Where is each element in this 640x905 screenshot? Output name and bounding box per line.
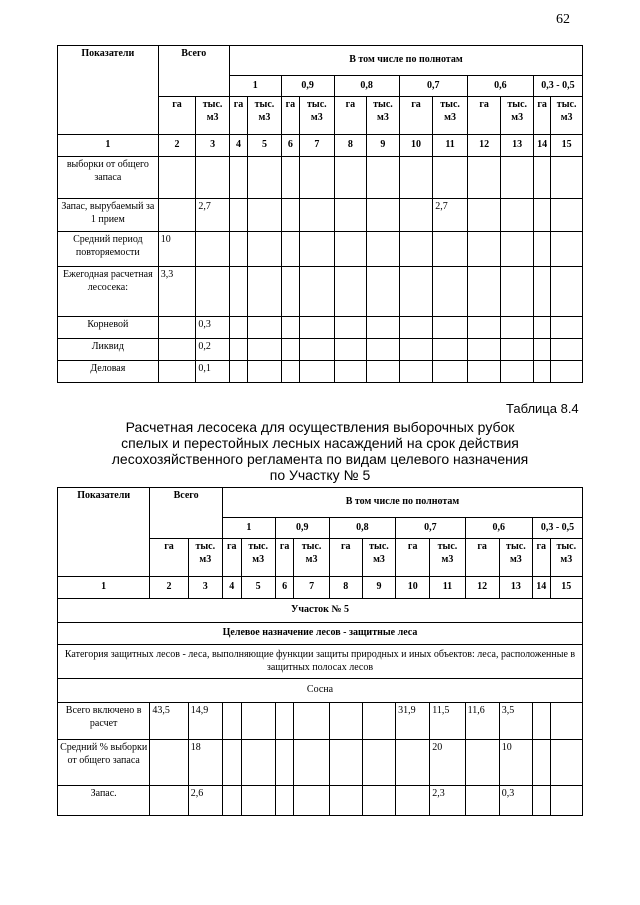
density-header: 0,7 xyxy=(399,76,467,97)
table-row xyxy=(58,703,583,740)
row-label: Средний период повторяемости xyxy=(58,232,159,267)
cell xyxy=(533,157,550,199)
cell xyxy=(467,232,501,267)
cell xyxy=(367,199,400,232)
density-header: 0,3 - 0,5 xyxy=(532,518,582,539)
cell xyxy=(229,232,247,267)
col-number: 8 xyxy=(334,135,367,157)
cell xyxy=(551,199,583,232)
col-number: 8 xyxy=(329,577,362,599)
cell xyxy=(229,361,247,383)
cell xyxy=(533,199,550,232)
col-number: 2 xyxy=(150,577,188,599)
cell xyxy=(533,317,550,339)
cell xyxy=(551,267,583,317)
cell xyxy=(334,339,367,361)
unit-ths-m3: тыс. м3 xyxy=(433,97,468,135)
cell xyxy=(158,317,196,339)
table-label: Таблица 8.4 xyxy=(506,401,579,416)
cell xyxy=(399,361,433,383)
unit-ths-m3: тыс. м3 xyxy=(430,539,465,577)
col-number: 14 xyxy=(532,577,550,599)
density-header: 1 xyxy=(229,76,281,97)
col-number: 15 xyxy=(551,135,583,157)
cell xyxy=(399,339,433,361)
purpose-row: Целевое назначение лесов - защитные леса xyxy=(58,623,583,645)
cell xyxy=(367,232,400,267)
cell: 10 xyxy=(158,232,196,267)
cell xyxy=(362,740,395,786)
cell xyxy=(399,317,433,339)
cell xyxy=(334,232,367,267)
cell xyxy=(281,232,299,267)
row-label: Средний % выборки от общего запаса xyxy=(58,740,150,786)
col-number: 14 xyxy=(533,135,550,157)
table-title xyxy=(80,419,560,483)
unit-ths-m3: тыс. м3 xyxy=(367,97,400,135)
cell: 20 xyxy=(430,740,465,786)
cell xyxy=(550,703,582,740)
cell xyxy=(196,232,230,267)
cell xyxy=(433,157,468,199)
cell xyxy=(248,361,282,383)
cell xyxy=(501,232,534,267)
density-header: 1 xyxy=(222,518,275,539)
cell: 43,5 xyxy=(150,703,188,740)
cell xyxy=(396,786,430,816)
table-continuation xyxy=(57,45,583,383)
unit-ha: га xyxy=(396,539,430,577)
col-number: 7 xyxy=(294,577,329,599)
cell xyxy=(433,232,468,267)
col-number: 2 xyxy=(158,135,196,157)
cell xyxy=(196,157,230,199)
cell xyxy=(550,786,582,816)
cell xyxy=(367,157,400,199)
cell: 2,7 xyxy=(433,199,468,232)
row-label: Запас. xyxy=(58,786,150,816)
cell xyxy=(334,267,367,317)
cell xyxy=(294,703,329,740)
col-number: 11 xyxy=(430,577,465,599)
col-number: 6 xyxy=(275,577,294,599)
cell: 10 xyxy=(499,740,532,786)
col-number: 7 xyxy=(300,135,335,157)
cell xyxy=(300,361,335,383)
row-label: Всего включено в расчет xyxy=(58,703,150,740)
cell: 11,6 xyxy=(465,703,499,740)
cell xyxy=(300,199,335,232)
cell xyxy=(300,317,335,339)
density-header: 0,9 xyxy=(281,76,334,97)
col-number: 10 xyxy=(396,577,430,599)
table-row xyxy=(58,339,583,361)
cell xyxy=(501,199,534,232)
col-header-indicators: Показатели xyxy=(58,488,150,577)
col-number: 11 xyxy=(433,135,468,157)
table-row xyxy=(58,157,583,199)
cell xyxy=(334,317,367,339)
cell xyxy=(334,157,367,199)
cell xyxy=(433,339,468,361)
cell xyxy=(281,199,299,232)
table-row xyxy=(58,786,583,816)
cell xyxy=(248,157,282,199)
unit-ha: га xyxy=(465,539,499,577)
cell xyxy=(158,339,196,361)
col-number: 5 xyxy=(241,577,275,599)
unit-ha: га xyxy=(229,97,247,135)
cell xyxy=(229,317,247,339)
cell xyxy=(501,361,534,383)
cell xyxy=(281,317,299,339)
unit-ths-m3: тыс. м3 xyxy=(550,539,582,577)
cell xyxy=(362,786,395,816)
cell xyxy=(222,740,241,786)
cell xyxy=(196,267,230,317)
cell: 2,6 xyxy=(188,786,222,816)
cell xyxy=(551,157,583,199)
cell xyxy=(281,339,299,361)
category-row: Категория защитных лесов - леса, выполняющие функции защиты природных и иных объектов: леса, расположенные в защитных полосах лесов xyxy=(58,645,583,679)
unit-ha: га xyxy=(222,539,241,577)
cell xyxy=(465,740,499,786)
unit-ths-m3: тыс. м3 xyxy=(362,539,395,577)
cell: 2,7 xyxy=(196,199,230,232)
cell xyxy=(467,267,501,317)
cell xyxy=(399,157,433,199)
col-number: 3 xyxy=(196,135,230,157)
cell xyxy=(501,267,534,317)
table-row xyxy=(58,361,583,383)
cell xyxy=(550,740,582,786)
cell xyxy=(433,361,468,383)
unit-ths-m3: тыс. м3 xyxy=(501,97,534,135)
unit-ha: га xyxy=(329,539,362,577)
cell xyxy=(367,361,400,383)
cell: 11,5 xyxy=(430,703,465,740)
col-header-incl: В том числе по полнотам xyxy=(229,46,582,76)
cell xyxy=(248,232,282,267)
species-row: Сосна xyxy=(58,679,583,703)
cell xyxy=(158,157,196,199)
cell xyxy=(367,339,400,361)
col-header-indicators: Показатели xyxy=(58,46,159,135)
cell xyxy=(300,232,335,267)
cell xyxy=(300,157,335,199)
unit-ha: га xyxy=(158,97,196,135)
cell xyxy=(433,267,468,317)
cell xyxy=(467,339,501,361)
cell xyxy=(222,703,241,740)
row-label: Запас, вырубаемый за 1 прием xyxy=(58,199,159,232)
cell xyxy=(467,157,501,199)
col-number: 3 xyxy=(188,577,222,599)
cell xyxy=(532,786,550,816)
cell xyxy=(150,740,188,786)
cell: 18 xyxy=(188,740,222,786)
cell xyxy=(150,786,188,816)
unit-ths-m3: тыс. м3 xyxy=(294,539,329,577)
cell xyxy=(501,157,534,199)
cell xyxy=(158,199,196,232)
row-label: Ежегодная расчетная лесосека: xyxy=(58,267,159,317)
cell xyxy=(551,339,583,361)
row-label: Ликвид xyxy=(58,339,159,361)
cell xyxy=(281,157,299,199)
col-number: 6 xyxy=(281,135,299,157)
cell xyxy=(329,740,362,786)
cell xyxy=(300,339,335,361)
col-header-total: Всего xyxy=(158,46,229,97)
cell xyxy=(532,703,550,740)
cell xyxy=(275,703,294,740)
unit-ths-m3: тыс. м3 xyxy=(551,97,583,135)
unit-ths-m3: тыс. м3 xyxy=(241,539,275,577)
cell xyxy=(334,199,367,232)
cell xyxy=(334,361,367,383)
cell: 3,3 xyxy=(158,267,196,317)
cell xyxy=(275,740,294,786)
cell xyxy=(294,740,329,786)
col-number: 12 xyxy=(465,577,499,599)
unit-ha: га xyxy=(334,97,367,135)
cell xyxy=(248,199,282,232)
cell: 3,5 xyxy=(499,703,532,740)
unit-ths-m3: тыс. м3 xyxy=(196,97,230,135)
cell xyxy=(399,199,433,232)
col-header-incl: В том числе по полнотам xyxy=(222,488,582,518)
cell xyxy=(467,199,501,232)
unit-ths-m3: тыс. м3 xyxy=(188,539,222,577)
cell xyxy=(275,786,294,816)
table-title-line: лесохозяйственного регламента по видам целевого назначения xyxy=(111,451,529,467)
cell xyxy=(229,199,247,232)
cell xyxy=(222,786,241,816)
unit-ha: га xyxy=(533,97,550,135)
cell xyxy=(158,361,196,383)
cell xyxy=(241,703,275,740)
row-label: Корневой xyxy=(58,317,159,339)
col-number: 13 xyxy=(499,577,532,599)
unit-ha: га xyxy=(399,97,433,135)
cell: 14,9 xyxy=(188,703,222,740)
unit-ths-m3: тыс. м3 xyxy=(499,539,532,577)
cell xyxy=(229,267,247,317)
cell xyxy=(248,317,282,339)
cell xyxy=(533,339,550,361)
col-header-total: Всего xyxy=(150,488,223,539)
cell xyxy=(501,317,534,339)
unit-ha: га xyxy=(275,539,294,577)
col-number: 13 xyxy=(501,135,534,157)
cell xyxy=(229,157,247,199)
table-row xyxy=(58,740,583,786)
table-row xyxy=(58,267,583,317)
unit-ths-m3: тыс. м3 xyxy=(248,97,282,135)
density-header: 0,3 - 0,5 xyxy=(533,76,582,97)
cell xyxy=(329,703,362,740)
cell xyxy=(367,267,400,317)
density-header: 0,6 xyxy=(465,518,532,539)
unit-ha: га xyxy=(532,539,550,577)
cell: 0,3 xyxy=(499,786,532,816)
row-label: выборки от общего запаса xyxy=(58,157,159,199)
page-number: 62 xyxy=(556,12,570,27)
col-number: 1 xyxy=(58,577,150,599)
col-number: 1 xyxy=(58,135,159,157)
table-row xyxy=(58,317,583,339)
unit-ha: га xyxy=(467,97,501,135)
cell xyxy=(399,267,433,317)
cell xyxy=(465,786,499,816)
density-header: 0,7 xyxy=(396,518,465,539)
cell xyxy=(551,361,583,383)
cell xyxy=(533,267,550,317)
cell xyxy=(281,361,299,383)
cell xyxy=(533,232,550,267)
cell xyxy=(433,317,468,339)
col-number: 4 xyxy=(222,577,241,599)
col-number: 12 xyxy=(467,135,501,157)
table-title-line: по Участку № 5 xyxy=(269,467,371,483)
cell xyxy=(467,317,501,339)
cell xyxy=(551,317,583,339)
cell xyxy=(396,740,430,786)
cell xyxy=(241,740,275,786)
cell: 31,9 xyxy=(396,703,430,740)
section-row: Участок № 5 xyxy=(58,599,583,623)
density-header: 0,8 xyxy=(334,76,399,97)
cell xyxy=(248,339,282,361)
cell xyxy=(300,267,335,317)
col-number: 5 xyxy=(248,135,282,157)
row-label: Деловая xyxy=(58,361,159,383)
cell xyxy=(248,267,282,317)
cell: 2,3 xyxy=(430,786,465,816)
cell: 0,2 xyxy=(196,339,230,361)
cell xyxy=(294,786,329,816)
cell xyxy=(533,361,550,383)
cell xyxy=(281,267,299,317)
cell xyxy=(362,703,395,740)
density-header: 0,8 xyxy=(329,518,395,539)
table-title-line: Расчетная лесосека для осуществления выборочных рубок xyxy=(125,419,515,435)
unit-ths-m3: тыс. м3 xyxy=(300,97,335,135)
table-title-line: спелых и перестойных лесных насаждений на срок действия xyxy=(121,435,519,451)
table-row xyxy=(58,199,583,232)
density-header: 0,6 xyxy=(467,76,533,97)
col-number: 15 xyxy=(550,577,582,599)
col-number: 9 xyxy=(362,577,395,599)
cell: 0,3 xyxy=(196,317,230,339)
cell xyxy=(467,361,501,383)
cell xyxy=(229,339,247,361)
table-8-4 xyxy=(57,487,583,816)
cell xyxy=(551,232,583,267)
cell xyxy=(329,786,362,816)
col-number: 4 xyxy=(229,135,247,157)
table-row xyxy=(58,232,583,267)
unit-ha: га xyxy=(281,97,299,135)
col-number: 10 xyxy=(399,135,433,157)
cell: 0,1 xyxy=(196,361,230,383)
density-header: 0,9 xyxy=(275,518,329,539)
cell xyxy=(532,740,550,786)
cell xyxy=(241,786,275,816)
cell xyxy=(399,232,433,267)
cell xyxy=(501,339,534,361)
unit-ha: га xyxy=(150,539,188,577)
cell xyxy=(367,317,400,339)
col-number: 9 xyxy=(367,135,400,157)
